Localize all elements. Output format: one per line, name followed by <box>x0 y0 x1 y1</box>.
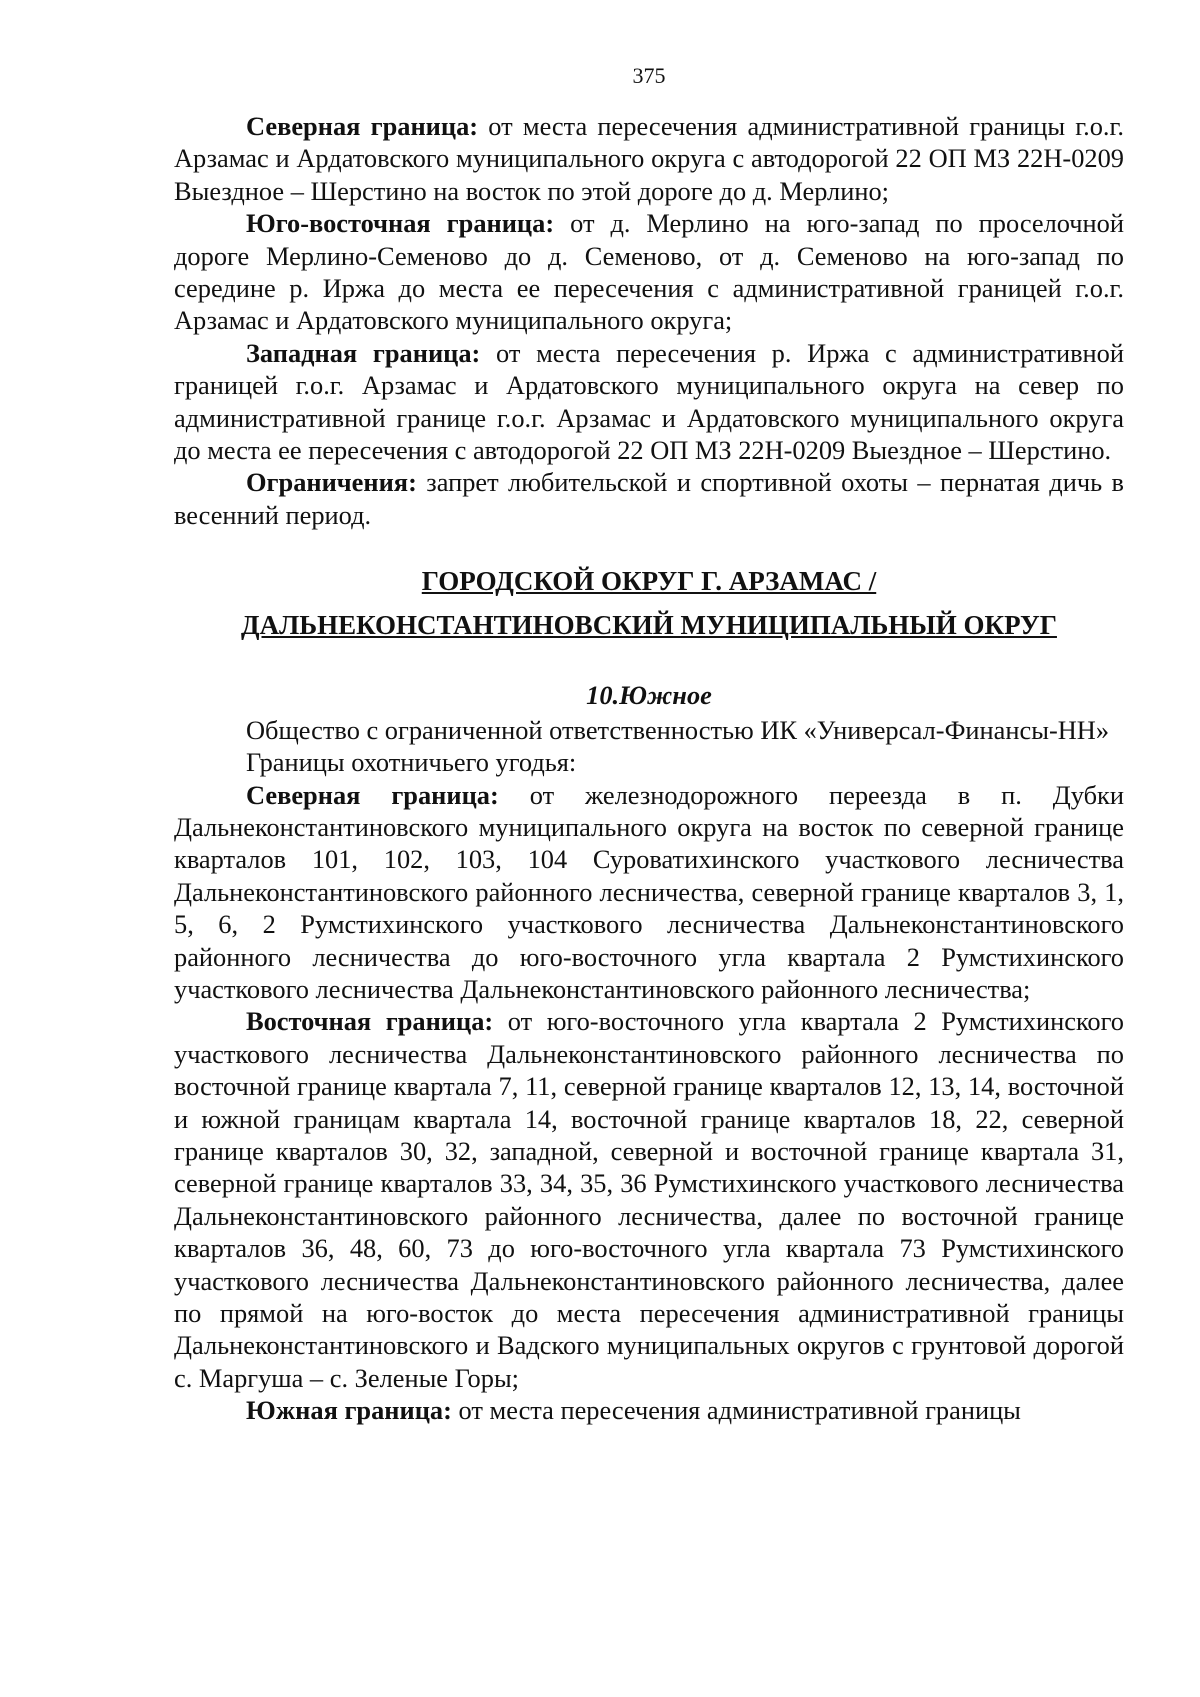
document-page <box>174 62 1124 1427</box>
east-boundary-paragraph <box>174 1005 1124 1394</box>
paragraph-label: Южная граница: <box>246 1395 452 1426</box>
southeast-boundary-paragraph <box>174 207 1124 337</box>
paragraph-text: от места пересечения р. Иржа с административной границей г.о.г. Арзамас и Ардатовского муниципального округа на север по административной границе г.о.г. Арзамас и Ардатовского муниципального округа до места ее пересечения с автодорогой 22 ОП МЗ 22Н-0209 Выездное – Шерстино. <box>174 337 1124 466</box>
boundaries-intro: Границы охотничьего угодья: <box>246 747 577 778</box>
paragraph-text: от места пересечения административной границы <box>458 1395 1021 1426</box>
paragraph-text: от места пересечения административной границы г.о.г. Арзамас и Ардатовского муниципального округа с автодорогой 22 ОП МЗ 22Н-0209 Выездное – Шерстино на восток по этой дороге до д. Мерлино; <box>174 111 1124 206</box>
paragraph-label: Западная граница: <box>246 337 481 368</box>
paragraph-text: от железнодорожного переезда в п. Дубки Дальнеконстантиновского муниципального округа на восток по северной границе кварталов 101, 102, 103, 104 Суроватихинского участкового лесничества Дальнеконстантиновского районного лесничества, северной границе кварталов 3, 1, 5, 6, 2 Румстихинского участкового лесничества Дальнеконстантиновского районного лесничества до юго-восточного угла квартала 2 Румстихинского участкового лесничества Дальнеконстантиновского районного лесничества; <box>174 779 1124 1004</box>
organization-paragraph: Общество с ограниченной ответственностью ИК «Универсал-Финансы-НН» <box>246 714 1110 745</box>
section-heading-line-2: ДАЛЬНЕКОНСТАНТИНОВСКИЙ МУНИЦИПАЛЬНЫЙ ОКРУГ <box>241 610 1057 641</box>
north-boundary-paragraph <box>174 779 1124 1006</box>
south-boundary-paragraph <box>174 1394 1124 1426</box>
paragraph-label: Северная граница: <box>246 111 479 141</box>
page-number: 375 <box>632 63 666 88</box>
subsection-title: 10.Южное <box>586 680 712 711</box>
paragraph-label: Восточная граница: <box>246 1006 494 1037</box>
paragraph-label: Ограничения: <box>246 467 417 498</box>
paragraph-text: от д. Мерлино на юго-запад по проселочной дороге Мерлино-Семеново до д. Семеново, от д. Семеново на юго-запад по середине р. Иржа до места ее пересечения с административной границей г.о.г. Арзамас и Ардатовского муниципального округа; <box>174 208 1124 336</box>
paragraph-label: Юго-восточная граница: <box>246 208 555 239</box>
paragraph-text: от юго-восточного угла квартала 2 Румстихинского участкового лесничества Дальнеконстантиновского районного лесничества по восточной границе квартала 7, 11, северной границе кварталов 12, 13, 14, восточной и южной границам квартала 14, восточной границе кварталов 18, 22, северной границе кварталов 30, 32, западной, северной и восточной границе квартала 31, северной границе кварталов 33, 34, 35, 36 Румстихинского участкового лесничества Дальнеконстантиновского районного лесничества, далее по восточной границе кварталов 36, 48, 60, 73 до юго-восточного угла квартала 73 Румстихинского участкового лесничества Дальнеконстантиновского районного лесничества, далее по прямой на юго-восток до места пересечения административной границы Дальнеконстантиновского и Вадского муниципальных округов с грунтовой дорогой с. Маргуша – с. Зеленые Горы; <box>174 1006 1124 1393</box>
north-boundary-paragraph <box>174 110 1124 207</box>
paragraph-label: Северная граница: <box>246 779 499 810</box>
section-heading-line-1: ГОРОДСКОЙ ОКРУГ Г. АРЗАМАС / <box>421 566 877 597</box>
restrictions-paragraph <box>174 466 1124 531</box>
paragraph-text: запрет любительской и спортивной охоты – пернатая дичь в весенний период. <box>174 467 1124 530</box>
west-boundary-paragraph <box>174 337 1124 467</box>
